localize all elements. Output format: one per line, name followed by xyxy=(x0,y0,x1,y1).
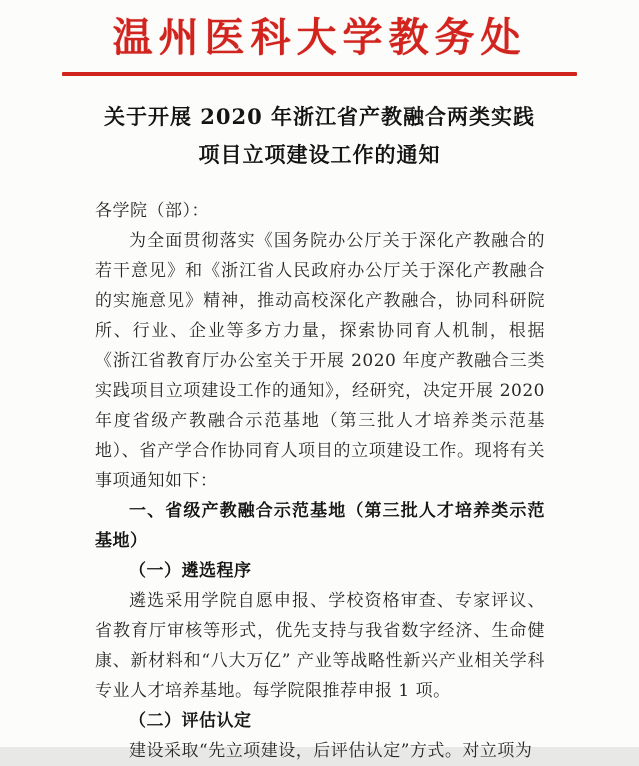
title-line-1: 关于开展 2020 年浙江省产教融合两类实践 xyxy=(103,104,536,129)
subsection-1-heading: （一）遴选程序 xyxy=(129,561,252,581)
letterhead-divider xyxy=(62,72,577,76)
salutation: 各学院（部）： xyxy=(95,201,209,221)
section-1-heading: 一、省级产教融合示范基地（第三批人才培养类示范基地） xyxy=(95,501,545,551)
title-line-2: 项目立项建设工作的通知 xyxy=(198,142,441,167)
document-body xyxy=(95,196,545,766)
document-title xyxy=(70,98,569,174)
paragraph-selection-process: 遴选采用学院自愿申报、学校资格审查、专家评议、省教育厅审核等形式，优先支持与我省数字经济、生命健康、新材料和“八大万亿” 产业等战略性新兴产业相关学科专业人才培养基地。每学院限推荐申报 1 项。 xyxy=(95,591,545,701)
org-name: 温州医科大学教务处 xyxy=(112,14,527,61)
letterhead xyxy=(0,0,639,76)
paragraph-evaluation: 建设采取“先立项建设，后评估认定”方式。对立项为 xyxy=(129,741,533,761)
subsection-2-heading: （二）评估认定 xyxy=(129,711,252,731)
paragraph-intro: 为全面贯彻落实《国务院办公厅关于深化产教融合的若干意见》和《浙江省人民政府办公厅关于深化产教融合的实施意见》精神，推动高校深化产教融合，协同科研院所、行业、企业等多方力量，探索协同育人机制，根据《浙江省教育厅办公室关于开展 2020 年度产教融合三类实践项目立项建设工作的通知》，经研究，决定开展 2020 年度省级产教融合示范基地（第三批人才培养类示范基地）、省产学合作协同育人项目的立项建设工作。现将有关事项通知如下： xyxy=(95,231,545,491)
